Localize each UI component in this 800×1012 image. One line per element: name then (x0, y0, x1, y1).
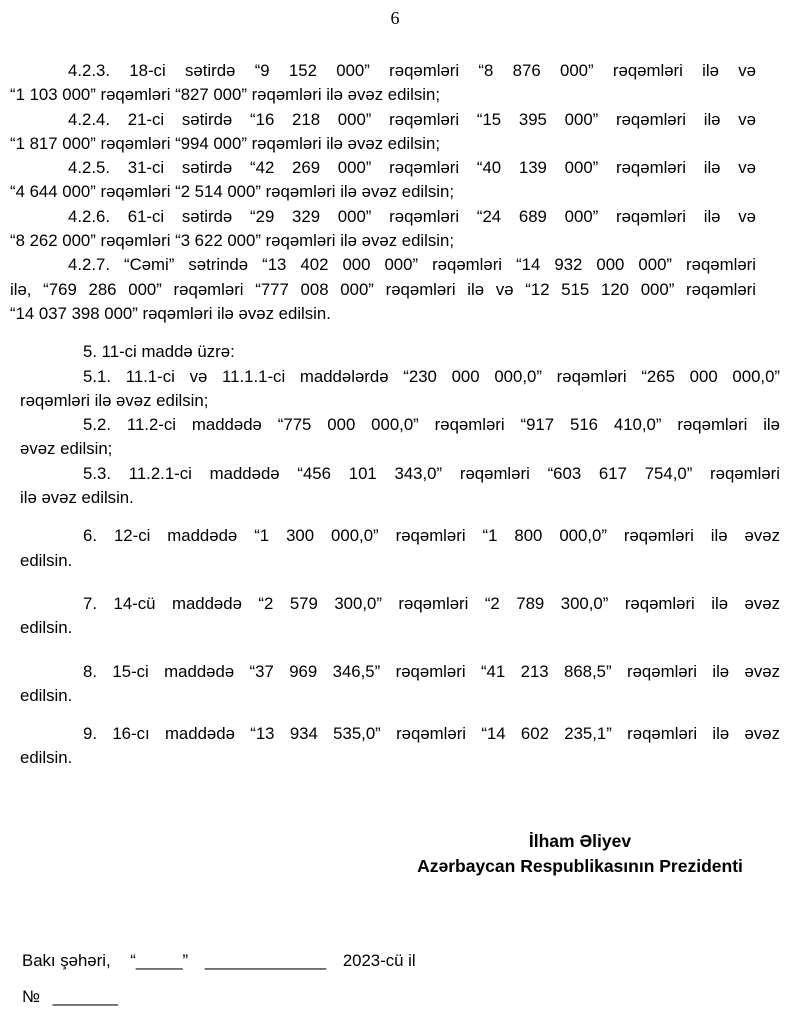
number-blank: _______ (52, 987, 119, 1007)
number-sign: № (22, 987, 41, 1007)
paragraph-5-1 (10, 365, 780, 414)
text-line: edilsin. (20, 748, 73, 768)
text-line: “1 103 000” rəqəmləri “827 000” rəqəmləri ilə əvəz edilsin; (10, 85, 441, 105)
page-number: 6 (390, 8, 400, 28)
text-line: əvəz edilsin; (20, 439, 113, 459)
text-line: 4.2.5. 31-ci sətirdə “42 269 000” rəqəmləri “40 139 000” rəqəmləri ilə və (68, 158, 756, 178)
text-line: ilə, “769 286 000” rəqəmləri “777 008 000” rəqəmləri ilə və “12 515 120 000” rəqəmləri (10, 279, 756, 299)
text-line: edilsin. (20, 618, 73, 638)
text-line: 7. 14-cü maddədə “2 579 300,0” rəqəmləri “2 789 300,0” rəqəmləri ilə əvəz (83, 593, 780, 613)
text-line: “1 817 000” rəqəmləri “994 000” rəqəmləri ilə əvəz edilsin; (10, 133, 441, 153)
paragraph-5-2 (10, 413, 780, 462)
text-line: 4.2.6. 61-ci sətirdə “29 329 000” rəqəmləri “24 689 000” rəqəmləri ilə və (68, 206, 756, 226)
paragraph-4-2-3 (10, 59, 780, 108)
paragraph-9 (10, 722, 780, 771)
paragraph-6 (10, 524, 780, 573)
text-line: 5.3. 11.2.1-ci maddədə “456 101 343,0” rəqəmləri “603 617 754,0” rəqəmləri (83, 463, 780, 483)
text-line: rəqəmləri ilə əvəz edilsin; (20, 390, 209, 410)
paragraph-5-header (10, 340, 780, 364)
paragraph-7 (10, 592, 780, 641)
text-line: ilə əvəz edilsin. (20, 488, 134, 508)
year-label: 2023-cü il (342, 950, 416, 970)
document-body (10, 59, 780, 771)
signature-block (380, 829, 780, 879)
text-line: edilsin. (20, 550, 73, 570)
month-blank: _____________ (204, 950, 327, 970)
signatory-title: Azərbaycan Respublikasının Prezidenti (417, 855, 743, 876)
day-blank: “_____” (130, 950, 189, 970)
text-line: 8. 15-ci maddədə “37 969 346,5” rəqəmləri “41 213 868,5” rəqəmləri ilə əvəz (83, 661, 780, 681)
text-line: 4.2.4. 21-ci sətirdə “16 218 000” rəqəmləri “15 395 000” rəqəmləri ilə və (68, 109, 756, 129)
paragraph-4-2-6 (10, 205, 780, 254)
date-place-line (10, 949, 780, 973)
signatory-name: İlham Əliyev (528, 830, 632, 851)
text-line: “8 262 000” rəqəmləri “3 622 000” rəqəmləri ilə əvəz edilsin; (10, 231, 454, 251)
text-line: edilsin. (20, 685, 73, 705)
paragraph-4-2-4 (10, 108, 780, 157)
text-line: 9. 16-cı maddədə “13 934 535,0” rəqəmləri “14 602 235,1” rəqəmləri ilə əvəz (83, 724, 780, 744)
text-line: 4.2.7. “Cəmi” sətrində “13 402 000 000” rəqəmləri “14 932 000 000” rəqəmləri (68, 255, 756, 275)
text-line: 5. 11-ci maddə üzrə: (83, 342, 235, 362)
paragraph-8 (10, 660, 780, 709)
text-line: 5.1. 11.1-ci və 11.1.1-ci maddələrdə “230 000 000,0” rəqəmləri “265 000 000,0” (83, 366, 780, 386)
document-number-line (10, 985, 780, 1009)
text-line: “4 644 000” rəqəmləri “2 514 000” rəqəmləri ilə əvəz edilsin; (10, 182, 454, 202)
paragraph-4-2-7 (10, 253, 780, 326)
text-line: “14 037 398 000” rəqəmləri ilə əvəz edilsin. (10, 303, 331, 323)
paragraph-4-2-5 (10, 156, 780, 205)
text-line: 5.2. 11.2-ci maddədə “775 000 000,0” rəqəmləri “917 516 410,0” rəqəmləri ilə (83, 415, 780, 435)
text-line: 4.2.3. 18-ci sətirdə “9 152 000” rəqəmləri “8 876 000” rəqəmləri ilə və (68, 61, 756, 80)
text-line: 6. 12-ci maddədə “1 300 000,0” rəqəmləri “1 800 000,0” rəqəmləri ilə əvəz (83, 526, 780, 546)
paragraph-5-3 (10, 462, 780, 511)
city-label: Bakı şəhəri, (22, 950, 111, 970)
